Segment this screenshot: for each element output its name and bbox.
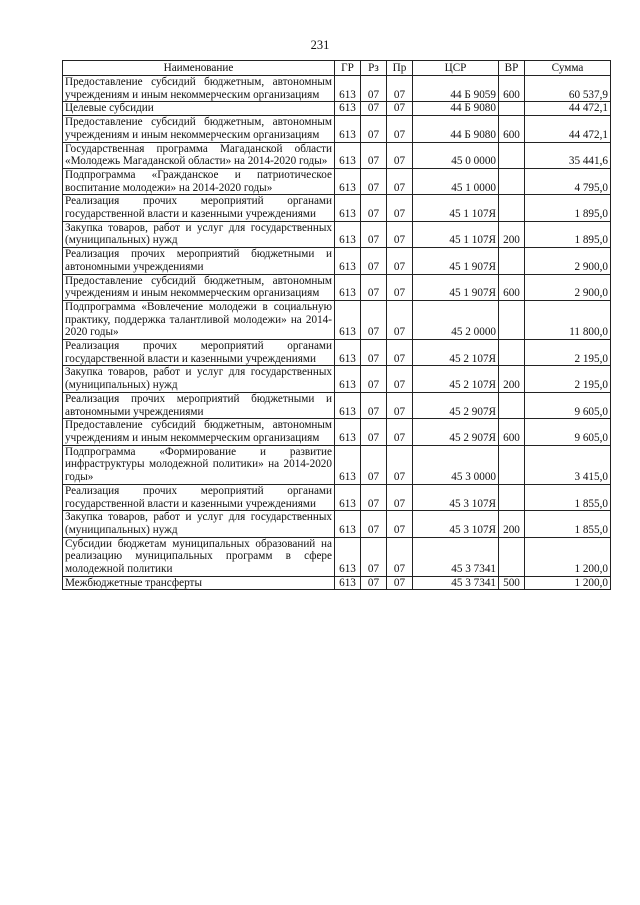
cell-pr: 07 <box>387 195 413 221</box>
cell-name: Предоставление субсидий бюджетным, автономным учреждениям и иным некоммерческим организациям <box>63 419 335 445</box>
header-name: Наименование <box>63 61 335 76</box>
cell-sum: 1 855,0 <box>525 511 611 537</box>
cell-name: Предоставление субсидий бюджетным, автономным учреждениям и иным некоммерческим организациям <box>63 116 335 142</box>
table-row <box>63 168 611 194</box>
table-header-row <box>63 61 611 76</box>
cell-csr: 45 3 7341 <box>413 576 499 590</box>
cell-gr: 613 <box>335 76 361 102</box>
cell-name: Закупка товаров, работ и услуг для государственных (муниципальных) нужд <box>63 366 335 392</box>
cell-csr: 45 2 907Я <box>413 392 499 418</box>
cell-vr: 500 <box>499 576 525 590</box>
table-row <box>63 392 611 418</box>
cell-name: Реализация прочих мероприятий органами государственной власти и казенными учреждениями <box>63 195 335 221</box>
cell-vr <box>499 300 525 339</box>
cell-pr: 07 <box>387 274 413 300</box>
cell-pr: 07 <box>387 116 413 142</box>
cell-pr: 07 <box>387 484 413 510</box>
cell-name: Подпрограмма «Формирование и развитие инфраструктуры молодежной политики» на 2014-2020 годы» <box>63 445 335 484</box>
cell-sum: 4 795,0 <box>525 168 611 194</box>
cell-vr <box>499 392 525 418</box>
table-row <box>63 340 611 366</box>
cell-name: Целевые субсидии <box>63 102 335 116</box>
cell-csr: 45 3 0000 <box>413 445 499 484</box>
cell-pr: 07 <box>387 248 413 274</box>
cell-sum: 2 900,0 <box>525 248 611 274</box>
cell-gr: 613 <box>335 195 361 221</box>
cell-sum: 1 200,0 <box>525 537 611 576</box>
cell-rz: 07 <box>361 102 387 116</box>
table-row <box>63 484 611 510</box>
cell-csr: 45 1 107Я <box>413 195 499 221</box>
cell-sum: 1 855,0 <box>525 484 611 510</box>
cell-gr: 613 <box>335 484 361 510</box>
table-row <box>63 445 611 484</box>
cell-csr: 45 3 107Я <box>413 484 499 510</box>
cell-vr <box>499 142 525 168</box>
cell-pr: 07 <box>387 419 413 445</box>
cell-vr <box>499 248 525 274</box>
cell-vr <box>499 195 525 221</box>
cell-vr: 200 <box>499 221 525 247</box>
cell-csr: 45 0 0000 <box>413 142 499 168</box>
table-row <box>63 248 611 274</box>
cell-name: Закупка товаров, работ и услуг для государственных (муниципальных) нужд <box>63 511 335 537</box>
header-gr: ГР <box>335 61 361 76</box>
cell-gr: 613 <box>335 274 361 300</box>
cell-name: Подпрограмма «Гражданское и патриотическое воспитание молодежи» на 2014-2020 годы» <box>63 168 335 194</box>
table-row <box>63 419 611 445</box>
table-row <box>63 537 611 576</box>
cell-sum: 9 605,0 <box>525 419 611 445</box>
cell-rz: 07 <box>361 300 387 339</box>
cell-sum: 9 605,0 <box>525 392 611 418</box>
cell-gr: 613 <box>335 142 361 168</box>
cell-pr: 07 <box>387 300 413 339</box>
cell-rz: 07 <box>361 445 387 484</box>
cell-sum: 2 195,0 <box>525 366 611 392</box>
cell-pr: 07 <box>387 168 413 194</box>
cell-gr: 613 <box>335 511 361 537</box>
cell-csr: 45 1 0000 <box>413 168 499 194</box>
cell-name: Межбюджетные трансферты <box>63 576 335 590</box>
page-number: 231 <box>310 38 330 52</box>
cell-rz: 07 <box>361 484 387 510</box>
table-row <box>63 511 611 537</box>
cell-name: Субсидии бюджетам муниципальных образований на реализацию муниципальных программ в сфере молодежной политики <box>63 537 335 576</box>
cell-rz: 07 <box>361 168 387 194</box>
cell-gr: 613 <box>335 366 361 392</box>
cell-gr: 613 <box>335 537 361 576</box>
cell-gr: 613 <box>335 576 361 590</box>
table-body <box>63 76 611 590</box>
header-csr: ЦСР <box>413 61 499 76</box>
table-row <box>63 366 611 392</box>
cell-csr: 45 1 107Я <box>413 221 499 247</box>
cell-gr: 613 <box>335 102 361 116</box>
cell-pr: 07 <box>387 76 413 102</box>
cell-sum: 44 472,1 <box>525 116 611 142</box>
cell-rz: 07 <box>361 195 387 221</box>
header-pr: Пр <box>387 61 413 76</box>
cell-pr: 07 <box>387 537 413 576</box>
cell-csr: 44 Б 9059 <box>413 76 499 102</box>
cell-gr: 613 <box>335 221 361 247</box>
cell-gr: 613 <box>335 419 361 445</box>
cell-pr: 07 <box>387 445 413 484</box>
table-row <box>63 102 611 116</box>
cell-pr: 07 <box>387 142 413 168</box>
cell-sum: 35 441,6 <box>525 142 611 168</box>
cell-gr: 613 <box>335 168 361 194</box>
cell-csr: 45 2 0000 <box>413 300 499 339</box>
cell-gr: 613 <box>335 340 361 366</box>
cell-csr: 45 1 907Я <box>413 248 499 274</box>
cell-vr: 600 <box>499 274 525 300</box>
cell-name: Предоставление субсидий бюджетным, автономным учреждениям и иным некоммерческим организациям <box>63 274 335 300</box>
cell-sum: 1 895,0 <box>525 195 611 221</box>
cell-sum: 60 537,9 <box>525 76 611 102</box>
cell-name: Реализация прочих мероприятий органами государственной власти и казенными учреждениями <box>63 484 335 510</box>
header-vr: ВР <box>499 61 525 76</box>
cell-csr: 44 Б 9080 <box>413 102 499 116</box>
cell-vr: 600 <box>499 116 525 142</box>
cell-rz: 07 <box>361 340 387 366</box>
cell-csr: 45 2 907Я <box>413 419 499 445</box>
cell-name: Реализация прочих мероприятий бюджетными и автономными учреждениями <box>63 248 335 274</box>
cell-name: Предоставление субсидий бюджетным, автономным учреждениям и иным некоммерческим организациям <box>63 76 335 102</box>
cell-rz: 07 <box>361 116 387 142</box>
cell-csr: 45 3 107Я <box>413 511 499 537</box>
cell-pr: 07 <box>387 366 413 392</box>
cell-rz: 07 <box>361 142 387 168</box>
cell-csr: 45 2 107Я <box>413 366 499 392</box>
cell-rz: 07 <box>361 366 387 392</box>
cell-pr: 07 <box>387 340 413 366</box>
header-rz: Рз <box>361 61 387 76</box>
cell-vr: 200 <box>499 511 525 537</box>
cell-pr: 07 <box>387 576 413 590</box>
cell-sum: 2 900,0 <box>525 274 611 300</box>
cell-pr: 07 <box>387 511 413 537</box>
cell-gr: 613 <box>335 116 361 142</box>
table-row <box>63 300 611 339</box>
cell-rz: 07 <box>361 511 387 537</box>
table-row <box>63 142 611 168</box>
header-sum: Сумма <box>525 61 611 76</box>
budget-table <box>62 60 611 590</box>
table-row <box>63 576 611 590</box>
cell-gr: 613 <box>335 300 361 339</box>
table-row <box>63 116 611 142</box>
cell-vr: 600 <box>499 419 525 445</box>
cell-vr: 600 <box>499 76 525 102</box>
cell-csr: 45 1 907Я <box>413 274 499 300</box>
cell-name: Подпрограмма «Вовлечение молодежи в социальную практику, поддержка талантливой молодежи» на 2014-2020 годы» <box>63 300 335 339</box>
cell-name: Закупка товаров, работ и услуг для государственных (муниципальных) нужд <box>63 221 335 247</box>
cell-pr: 07 <box>387 102 413 116</box>
cell-gr: 613 <box>335 248 361 274</box>
cell-csr: 45 2 107Я <box>413 340 499 366</box>
cell-vr <box>499 484 525 510</box>
cell-name: Реализация прочих мероприятий органами государственной власти и казенными учреждениями <box>63 340 335 366</box>
table-row <box>63 221 611 247</box>
cell-rz: 07 <box>361 248 387 274</box>
cell-sum: 1 200,0 <box>525 576 611 590</box>
table-row <box>63 274 611 300</box>
cell-rz: 07 <box>361 392 387 418</box>
cell-sum: 3 415,0 <box>525 445 611 484</box>
cell-rz: 07 <box>361 221 387 247</box>
table-row <box>63 76 611 102</box>
table-row <box>63 195 611 221</box>
cell-vr <box>499 340 525 366</box>
cell-rz: 07 <box>361 76 387 102</box>
cell-rz: 07 <box>361 576 387 590</box>
cell-name: Государственная программа Магаданской области «Молодежь Магаданской области» на 2014-2020 годы» <box>63 142 335 168</box>
cell-csr: 44 Б 9080 <box>413 116 499 142</box>
cell-rz: 07 <box>361 274 387 300</box>
cell-csr: 45 3 7341 <box>413 537 499 576</box>
cell-vr <box>499 102 525 116</box>
cell-rz: 07 <box>361 537 387 576</box>
cell-vr <box>499 537 525 576</box>
cell-vr <box>499 445 525 484</box>
cell-vr: 200 <box>499 366 525 392</box>
cell-sum: 11 800,0 <box>525 300 611 339</box>
cell-name: Реализация прочих мероприятий бюджетными и автономными учреждениями <box>63 392 335 418</box>
cell-vr <box>499 168 525 194</box>
cell-sum: 2 195,0 <box>525 340 611 366</box>
cell-sum: 1 895,0 <box>525 221 611 247</box>
cell-gr: 613 <box>335 392 361 418</box>
cell-gr: 613 <box>335 445 361 484</box>
cell-pr: 07 <box>387 392 413 418</box>
cell-pr: 07 <box>387 221 413 247</box>
cell-rz: 07 <box>361 419 387 445</box>
cell-sum: 44 472,1 <box>525 102 611 116</box>
